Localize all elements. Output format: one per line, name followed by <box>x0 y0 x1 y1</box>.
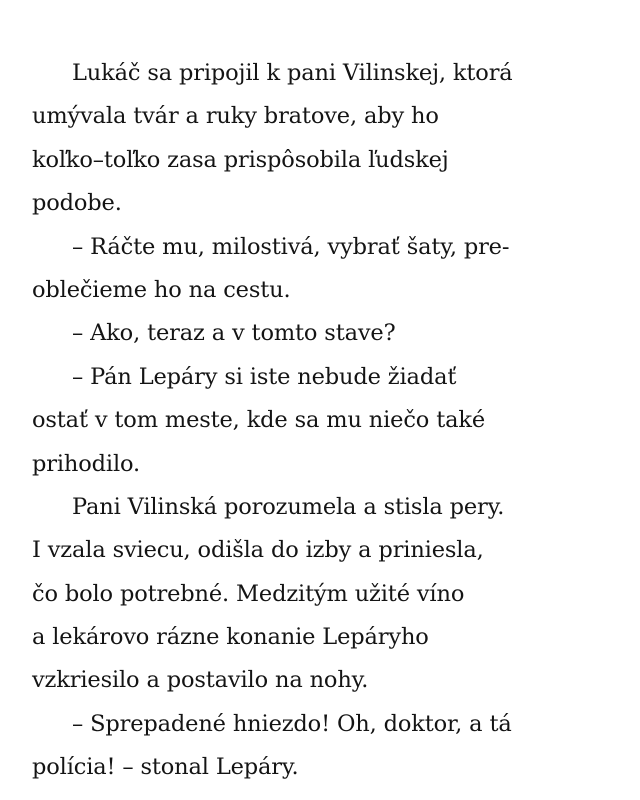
text-line: – Ráčte mu, milostivá, vybrať šaty, pre- <box>72 233 510 260</box>
text-line: koľko–toľko zasa prispôsobila ľudskej <box>32 146 449 173</box>
text-line: Lukáč sa pripojil k pani Vilinskej, ktorá <box>72 60 513 86</box>
text-line: – Ako, teraz a v tomto stave? <box>72 320 396 347</box>
text-line: umývala tvár a ruky bratove, aby ho <box>32 103 439 130</box>
text-line: čo bolo potrebné. Medzitým užité víno <box>32 580 465 607</box>
text-line: – Sprepadené hniezdo! Oh, doktor, a tá <box>72 710 512 737</box>
book-page-text <box>32 52 580 790</box>
text-line: I vzala sviecu, odišla do izby a priniesla, <box>32 537 484 564</box>
text-line: prihodilo. <box>32 450 140 477</box>
text-line: oblečieme ho na cestu. <box>32 276 291 303</box>
text-line: Pani Vilinská porozumela a stisla pery. <box>72 493 505 520</box>
text-line: polícia! – stonal Lepáry. <box>32 754 299 781</box>
text-line: podobe. <box>32 190 122 217</box>
text-line: vzkriesilo a postavilo na nohy. <box>32 667 369 694</box>
text-line: ostať v tom meste, kde sa mu niečo také <box>32 407 485 434</box>
text-line: – Pán Lepáry si iste nebude žiadať <box>72 363 457 390</box>
text-line: a lekárovo rázne konanie Lepáryho <box>32 624 429 651</box>
